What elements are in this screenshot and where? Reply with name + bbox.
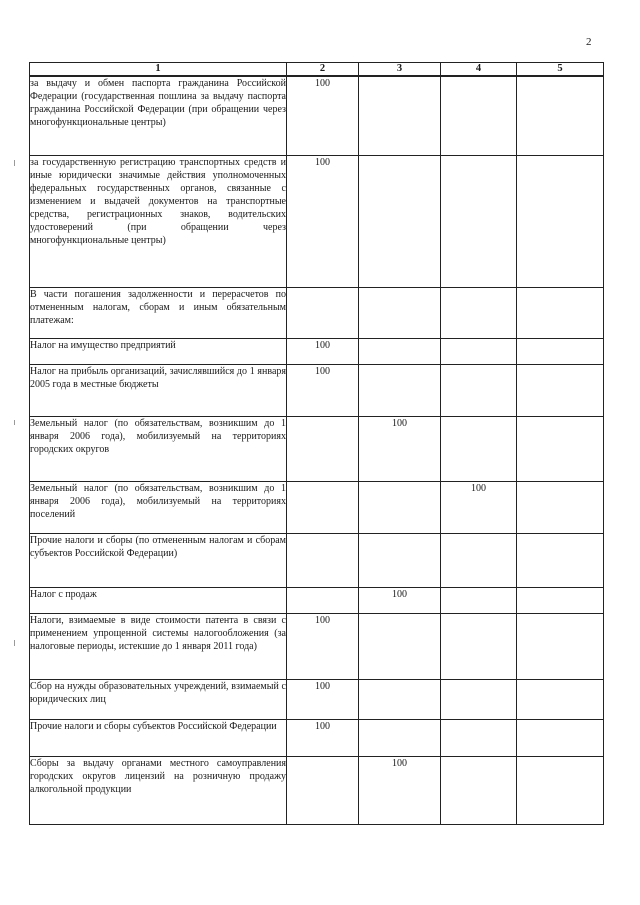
row-value-col5 [517,719,604,756]
row-value-col3 [359,719,441,756]
scan-mark [14,420,15,425]
row-name: Земельный налог (по обязательствам, возникшим до 1 января 2006 года), мобилизуемый на территориях поселений [30,481,287,533]
row-value-col2 [287,416,359,481]
row-value-col2: 100 [287,613,359,679]
row-value-col2: 100 [287,338,359,364]
table-row [30,587,604,613]
row-value-col3 [359,338,441,364]
row-value-col5 [517,155,604,287]
row-value-col5 [517,533,604,587]
row-value-col2 [287,481,359,533]
table-row [30,416,604,481]
row-value-col2 [287,756,359,824]
row-value-col3 [359,679,441,719]
table-row [30,719,604,756]
row-value-col4 [441,587,517,613]
row-value-col2: 100 [287,364,359,416]
scan-mark [14,640,15,646]
row-value-col3: 100 [359,756,441,824]
row-value-col3 [359,533,441,587]
table-row [30,76,604,155]
row-value-col2: 100 [287,155,359,287]
row-value-col2 [287,587,359,613]
row-name: за государственную регистрацию транспортных средств и иные юридически значимые действия уполномоченных федеральных государственных органов, связанные с изменением и выдачей документов на транспортные средства, регистрационных знаков, водительских удостоверений (при обращении через многофункциональные центры) [30,155,287,287]
row-name: Налог с продаж [30,587,287,613]
row-value-col2 [287,533,359,587]
row-value-col4 [441,338,517,364]
row-name: Сборы за выдачу органами местного самоуправления городских округов лицензий на розничную продажу алкогольной продукции [30,756,287,824]
row-value-col4 [441,533,517,587]
row-value-col4 [441,679,517,719]
row-value-col3: 100 [359,587,441,613]
row-name: Налог на прибыль организаций, зачислявшийся до 1 января 2005 года в местные бюджеты [30,364,287,416]
row-value-col4 [441,364,517,416]
row-value-col5 [517,364,604,416]
row-value-col5 [517,338,604,364]
row-value-col3 [359,287,441,338]
column-header-1: 1 [30,63,287,77]
row-value-col2 [287,287,359,338]
row-value-col3 [359,481,441,533]
table-row [30,756,604,824]
row-name: за выдачу и обмен паспорта гражданина Российской Федерации (государственная пошлина за выдачу паспорта гражданина Российской Федерации (при обращении через многофункциональные центры) [30,76,287,155]
row-value-col5 [517,679,604,719]
row-value-col5 [517,481,604,533]
row-name: Сбор на нужды образовательных учреждений, взимаемый с юридических лиц [30,679,287,719]
column-header-5: 5 [517,63,604,77]
row-value-col3 [359,613,441,679]
row-value-col4 [441,756,517,824]
row-value-col2: 100 [287,719,359,756]
row-value-col5 [517,613,604,679]
column-header-2: 2 [287,63,359,77]
header-row [30,63,604,77]
row-value-col5 [517,76,604,155]
table-row [30,287,604,338]
row-value-col3 [359,364,441,416]
table-row [30,481,604,533]
row-value-col5 [517,287,604,338]
table-row [30,155,604,287]
table-row [30,679,604,719]
row-name: Налоги, взимаемые в виде стоимости патента в связи с применением упрощенной системы налогообложения (за налоговые периоды, истекшие до 1 января 2011 года) [30,613,287,679]
row-value-col4 [441,155,517,287]
row-value-col5 [517,416,604,481]
row-name: Прочие налоги и сборы (по отмененным налогам и сборам субъектов Российской Федерации) [30,533,287,587]
table-row [30,613,604,679]
table-row [30,533,604,587]
column-header-4: 4 [441,63,517,77]
row-value-col3 [359,76,441,155]
table-row [30,364,604,416]
row-name: В части погашения задолженности и перерасчетов по отмененным налогам, сборам и иным обязательным платежам: [30,287,287,338]
row-name: Прочие налоги и сборы субъектов Российской Федерации [30,719,287,756]
row-value-col4 [441,416,517,481]
tax-distribution-table [29,62,604,825]
row-value-col3: 100 [359,416,441,481]
scan-mark [14,160,15,166]
row-value-col2: 100 [287,679,359,719]
row-value-col4 [441,287,517,338]
row-value-col4 [441,76,517,155]
row-value-col5 [517,756,604,824]
table-row [30,338,604,364]
row-name: Земельный налог (по обязательствам, возникшим до 1 января 2006 года), мобилизуемый на территориях городских округов [30,416,287,481]
page-number: 2 [586,36,592,48]
row-value-col4: 100 [441,481,517,533]
column-header-3: 3 [359,63,441,77]
row-value-col4 [441,613,517,679]
row-name: Налог на имущество предприятий [30,338,287,364]
row-value-col5 [517,587,604,613]
row-value-col2: 100 [287,76,359,155]
row-value-col3 [359,155,441,287]
row-value-col4 [441,719,517,756]
